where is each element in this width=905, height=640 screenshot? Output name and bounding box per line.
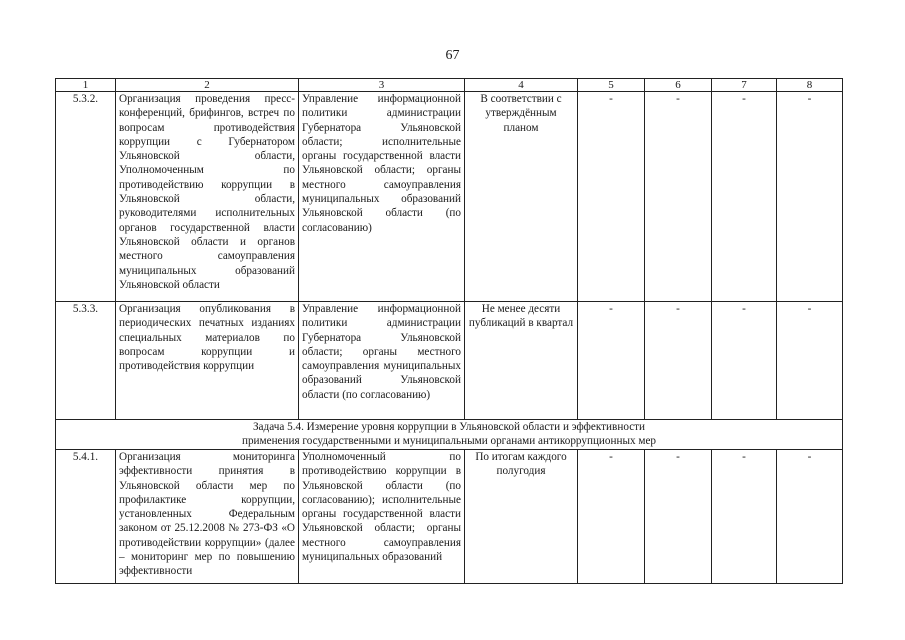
task-heading-line: Задача 5.4. Измерение уровня коррупции в Ульяновской области и эффективности [252, 421, 646, 433]
column-number-row [56, 79, 843, 92]
value-cell: - [712, 92, 777, 302]
plan-table [55, 78, 843, 584]
task-heading [56, 420, 843, 450]
measure-cell: Организация опубликования в периодических печатных изданиях специальных материалов по вопросам коррупции и противодействия коррупции [116, 302, 299, 420]
term-cell: По итогам каждого полугодия [465, 450, 578, 584]
column-number: 3 [299, 79, 465, 92]
executor-cell: Управление информационной политики администрации Губернатора Ульяновской области; органы местного самоуправления муниципальных образований Ульяновской области (по согласованию) [299, 302, 465, 420]
executor-cell: Уполномоченный по противодействию коррупции в Ульяновской области (по согласованию); исполнительные органы государственной власти Ульяновской области; органы местного самоуправления муниципальных образований [299, 450, 465, 584]
column-number: 6 [645, 79, 712, 92]
task-heading-line: применения государственными и муниципальными органами антикоррупционных мер [241, 434, 657, 447]
page-number: 67 [445, 48, 460, 63]
column-number: 8 [777, 79, 843, 92]
value-cell: - [777, 450, 843, 584]
column-number: 2 [116, 79, 299, 92]
value-cell: - [578, 450, 645, 584]
value-cell: - [712, 450, 777, 584]
value-cell: - [777, 302, 843, 420]
measure-cell: Организация мониторинга эффективности принятия в Ульяновской области мер по профилактике коррупции, установленных Федеральным законом от 25.12.2008 № 273-ФЗ «О противодействии коррупции» (далее – мониторинг мер по повышению эффективности [116, 450, 299, 584]
term-cell: В соответствии с утверждённым планом [465, 92, 578, 302]
task-header-row [56, 420, 843, 450]
row-number: 5.3.3. [56, 302, 116, 420]
value-cell: - [645, 450, 712, 584]
column-number: 4 [465, 79, 578, 92]
row-number: 5.4.1. [56, 450, 116, 584]
value-cell: - [645, 302, 712, 420]
measure-cell: Организация проведения пресс-конференций, брифингов, встреч по вопросам противодействия коррупции с Губернатором Ульяновской области, Уполномоченным по противодействию коррупции в Ульяновской области, руководителями исполнительных органов государственной власти Ульяновской области и органов местного самоуправления муниципальных образований Ульяновской области [116, 92, 299, 302]
value-cell: - [578, 92, 645, 302]
table-row [56, 450, 843, 584]
executor-cell: Управление информационной политики администрации Губернатора Ульяновской области; исполнительные органы государственной власти Ульяновской области; органы местного самоуправления муниципальных образований Ульяновской области (по согласованию) [299, 92, 465, 302]
value-cell: - [578, 302, 645, 420]
value-cell: - [645, 92, 712, 302]
column-number: 5 [578, 79, 645, 92]
table-row [56, 302, 843, 420]
row-number: 5.3.2. [56, 92, 116, 302]
term-cell: Не менее десяти публикаций в квартал [465, 302, 578, 420]
table-row [56, 92, 843, 302]
value-cell: - [712, 302, 777, 420]
value-cell: - [777, 92, 843, 302]
column-number: 7 [712, 79, 777, 92]
column-number: 1 [56, 79, 116, 92]
